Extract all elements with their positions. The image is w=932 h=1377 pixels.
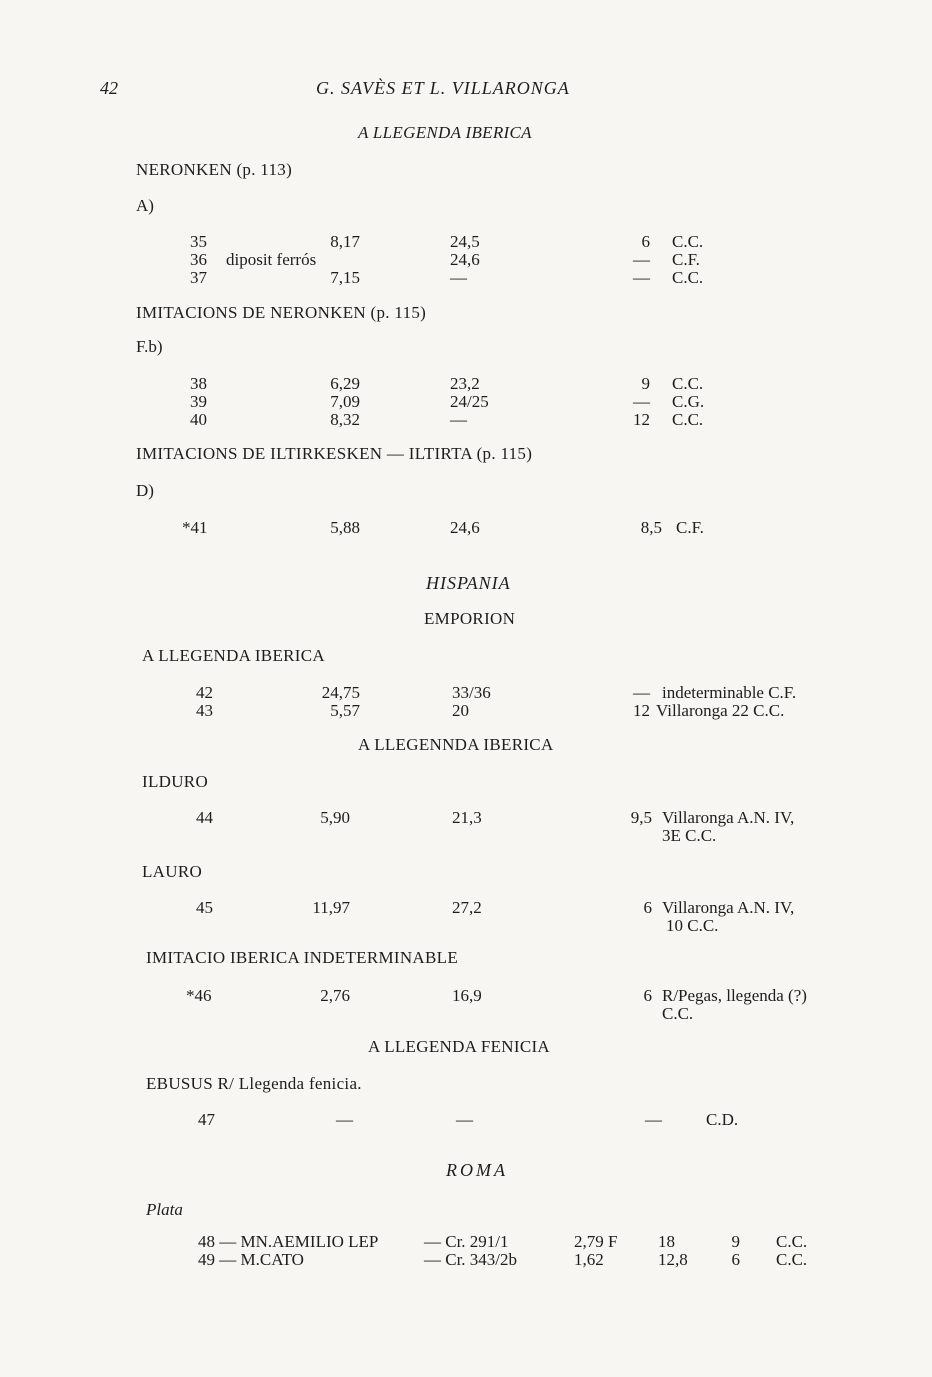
heading-ilduro: ILDURO [142, 772, 209, 791]
cell-hour: 6 [641, 232, 650, 251]
cell-description: diposit ferrós [226, 250, 317, 269]
cell-identifier: 49 — M.CATO [198, 1250, 304, 1269]
cell-note-cont: 3E C.C. [662, 826, 717, 845]
cell-weight: 6,29 [330, 374, 360, 393]
cell-diameter: 24,6 [450, 250, 480, 269]
cell-diameter: — [456, 1110, 473, 1129]
cell-number: 35 [190, 232, 207, 251]
cell-hour: 8,5 [640, 518, 662, 537]
cell-diameter: 12,8 [658, 1250, 688, 1269]
cell-diameter: 24,5 [450, 232, 480, 251]
subtitle-llegenda-fenicia: A LLEGENDA FENICIA [368, 1037, 550, 1056]
cell-hour: — [645, 1110, 662, 1129]
heading-lauro: LAURO [142, 862, 203, 881]
cell-weight: 7,15 [330, 268, 360, 287]
section-llegenda-iberica: A LLEGENDA IBERICA [142, 646, 325, 665]
cell-number: 37 [190, 268, 207, 287]
cell-diameter: 16,9 [452, 986, 482, 1005]
cell-weight: 5,88 [330, 518, 360, 537]
cell-note: Villaronga 22 C.C. [656, 701, 785, 720]
cell-diameter: — [450, 410, 467, 429]
cell-number: *41 [182, 518, 208, 537]
cell-weight: 8,17 [330, 232, 360, 251]
page-number: 42 [100, 78, 118, 98]
cell-number: 39 [190, 392, 207, 411]
subtitle-llegennda-iberica: A LLEGENNDA IBERICA [358, 735, 554, 754]
section-imitacions-neronken: IMITACIONS DE NERONKEN (p. 115) [136, 303, 427, 322]
cell-collection: C.C. [776, 1232, 808, 1251]
heading-roma: ROMA [446, 1160, 508, 1180]
cell-diameter: 20 [452, 701, 469, 720]
cell-reference: — Cr. 343/2b [424, 1250, 518, 1269]
subtitle-llegenda-iberica: A LLEGENDA IBERICA [358, 123, 532, 142]
cell-note-cont: 10 C.C. [666, 916, 719, 935]
cell-diameter: 33/36 [452, 683, 491, 702]
cell-diameter: 24,6 [450, 518, 480, 537]
cell-collection: C.D. [706, 1110, 739, 1129]
cell-weight: 7,09 [330, 392, 360, 411]
cell-diameter: 21,3 [452, 808, 482, 827]
cell-note: indeterminable C.F. [662, 683, 797, 702]
cell-number: *46 [186, 986, 212, 1005]
cell-number: 47 [198, 1110, 215, 1129]
cell-note: R/Pegas, llegenda (?) [662, 986, 807, 1005]
cell-weight: 2,79 F [574, 1232, 618, 1251]
cell-collection: C.C. [672, 268, 704, 287]
cell-note: Villaronga A.N. IV, [662, 898, 795, 917]
cell-hour: — [633, 250, 650, 269]
cell-weight: 11,97 [312, 898, 350, 917]
cell-diameter: 24/25 [450, 392, 489, 411]
running-title: G. SAVÈS ET L. VILLARONGA [316, 78, 570, 98]
cell-weight: 1,62 [574, 1250, 604, 1269]
section-imitacio-iberica: IMITACIO IBERICA INDETERMINABLE [146, 948, 459, 967]
cell-hour: 12 [633, 701, 650, 720]
cell-number: 44 [196, 808, 213, 827]
section-neronken: NERONKEN (p. 113) [136, 160, 293, 179]
cell-hour: 9,5 [630, 808, 652, 827]
cell-diameter: 27,2 [452, 898, 482, 917]
section-ebusus: EBUSUS R/ Llegenda fenicia. [146, 1074, 362, 1093]
cell-collection: C.C. [672, 410, 704, 429]
cell-hour: 6 [731, 1250, 740, 1269]
cell-weight: 2,76 [320, 986, 350, 1005]
section-imitacions-iltirkesken: IMITACIONS DE ILTIRKESKEN — ILTIRTA (p. 115) [136, 444, 533, 463]
cell-number: 38 [190, 374, 207, 393]
cell-weight: 24,75 [321, 683, 360, 702]
cell-collection: C.C. [672, 374, 704, 393]
cell-weight: 5,57 [330, 701, 360, 720]
cell-weight: 8,32 [330, 410, 360, 429]
cell-hour: — [633, 268, 650, 287]
cell-note: Villaronga A.N. IV, [662, 808, 795, 827]
cell-diameter: 18 [658, 1232, 675, 1251]
cell-number: 45 [196, 898, 213, 917]
heading-emporion: EMPORION [424, 609, 516, 628]
cell-collection: C.C. [776, 1250, 808, 1269]
cell-hour: — [633, 683, 650, 702]
cell-hour: 6 [643, 986, 652, 1005]
cell-diameter: — [450, 268, 467, 287]
cell-hour: 6 [643, 898, 652, 917]
cell-note-cont: C.C. [662, 1004, 694, 1023]
cell-number: 40 [190, 410, 207, 429]
cell-reference: — Cr. 291/1 [424, 1232, 509, 1251]
cell-collection: C.F. [672, 250, 700, 269]
cell-collection: C.C. [672, 232, 704, 251]
cell-weight: 5,90 [320, 808, 350, 827]
cell-hour: — [633, 392, 650, 411]
group-label-a: A) [136, 196, 154, 215]
cell-identifier: 48 — MN.AEMILIO LEP [198, 1232, 379, 1251]
cell-diameter: 23,2 [450, 374, 480, 393]
cell-collection: C.G. [672, 392, 705, 411]
cell-number: 43 [196, 701, 213, 720]
cell-number: 36 [190, 250, 207, 269]
cell-hour: 9 [641, 374, 650, 393]
heading-hispania: HISPANIA [426, 573, 511, 593]
group-label-d: D) [136, 481, 154, 500]
cell-number: 42 [196, 683, 213, 702]
cell-collection: C.F. [676, 518, 704, 537]
cell-hour: 12 [633, 410, 650, 429]
heading-plata: Plata [146, 1200, 183, 1219]
group-label-fb: F.b) [136, 337, 163, 356]
cell-hour: 9 [731, 1232, 740, 1251]
cell-weight: — [336, 1110, 353, 1129]
